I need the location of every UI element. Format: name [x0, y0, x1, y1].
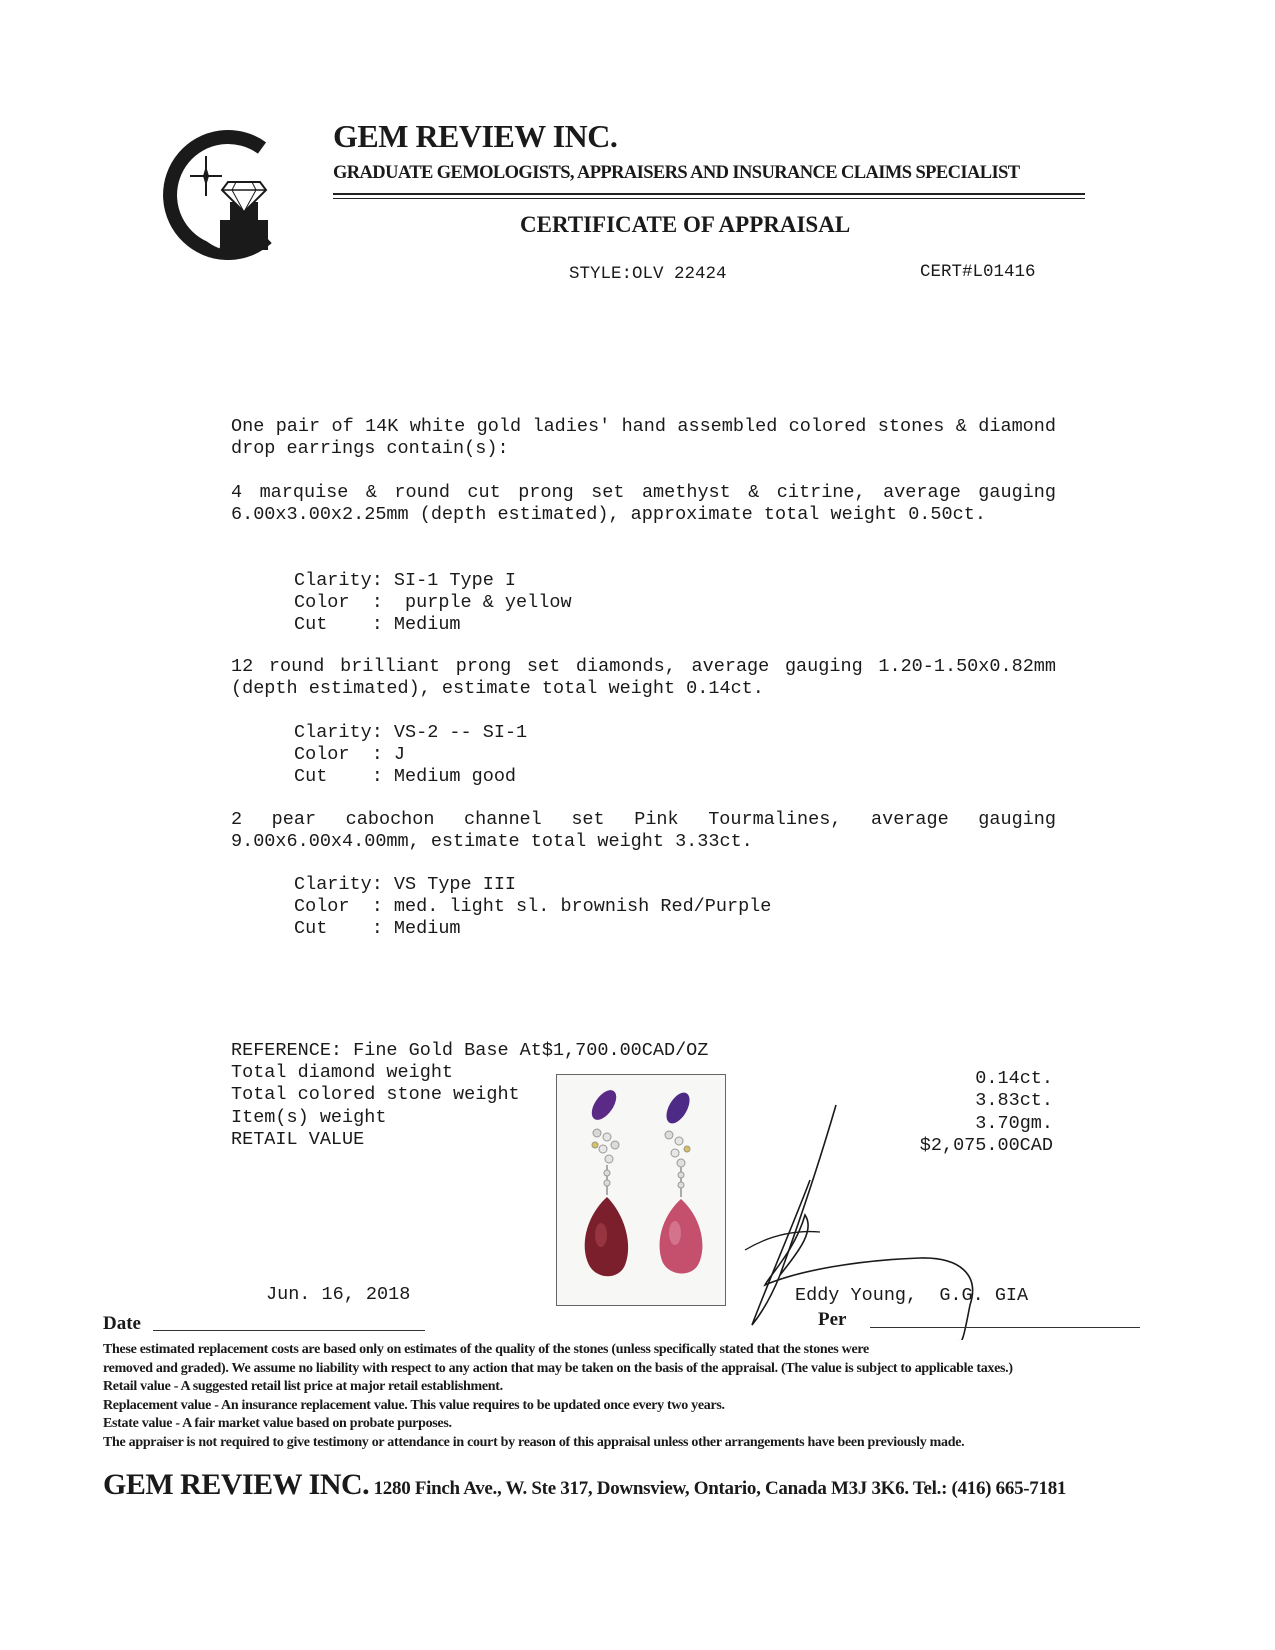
date-label: Date: [103, 1313, 141, 1334]
gold-reference: REFERENCE: Fine Gold Base At$1,700.00CAD/OZ: [231, 1040, 709, 1061]
stone-group-2-color: Color : J: [294, 744, 406, 765]
stone-group-2-clarity: Clarity: VS-2 -- SI-1: [294, 722, 528, 743]
appraiser-name: Eddy Young, G.G. GIA: [795, 1285, 1029, 1306]
stone-group-3-color: Color : med. light sl. brownish Red/Purple: [294, 896, 772, 917]
footer-address-block: [103, 1468, 1066, 1502]
certificate-title: CERTIFICATE OF APPRAISAL: [520, 212, 851, 237]
disclaimer-line: Retail value - A suggested retail list price at major retail establishment.: [103, 1379, 503, 1395]
disclaimer-line: Estate value - A fair market value based on probate purposes.: [103, 1416, 452, 1432]
per-line: [870, 1327, 1140, 1328]
header-rule-thin: [333, 198, 1085, 199]
stone-group-1-description: 4 marquise & round cut prong set amethyst & citrine, average gauging 6.00x3.00x2.25mm (depth estimated), approximate total weight 0.50ct.: [231, 482, 1056, 525]
disclaimer-notes: [103, 1341, 1183, 1453]
summary-label-retail-value: RETAIL VALUE: [231, 1128, 365, 1150]
summary-value-diamond-weight: 0.14ct.: [975, 1068, 1053, 1089]
date-line: [153, 1330, 425, 1331]
footer-company: GEM REVIEW INC.: [103, 1468, 370, 1501]
g-diamond-logo-icon: [162, 120, 282, 260]
company-name: GEM REVIEW INC.: [333, 118, 618, 154]
style-number: STYLE:OLV 22424: [569, 264, 727, 284]
stone-group-3-cut: Cut : Medium: [294, 918, 461, 939]
appraisal-date: Jun. 16, 2018: [266, 1284, 411, 1305]
disclaimer-line: These estimated replacement costs are based only on estimates of the quality of the stones (unless specifically stated that the stones were: [103, 1342, 869, 1357]
stone-group-3-description: 2 pear cabochon channel set Pink Tourmalines, average gauging 9.00x6.00x4.00mm, estimate total weight 3.33ct.: [231, 809, 1056, 852]
summary-label-item-weight: Item(s) weight: [231, 1106, 387, 1128]
summary-value-retail-value: $2,075.00CAD: [919, 1134, 1053, 1156]
header-rule: [333, 193, 1085, 195]
disclaimer-line: removed and graded). We assume no liability with respect to any action that may be taken on the basis of the appraisal. (The value is subject to applicable taxes.): [103, 1360, 1013, 1376]
per-label: Per: [818, 1309, 847, 1330]
certificate-number: CERT#L01416: [920, 262, 1036, 282]
summary-value-item-weight: 3.70gm.: [975, 1112, 1053, 1134]
summary-value-colored-stone-weight: 3.83ct.: [975, 1090, 1053, 1112]
summary-labels: [231, 1062, 520, 1151]
stone-group-3-clarity: Clarity: VS Type III: [294, 874, 517, 895]
stone-group-1-clarity: Clarity: SI-1 Type I: [294, 570, 517, 591]
disclaimer-line: The appraiser is not required to give testimony or attendance in court by reason of this appraisal unless other arrangements have been previously made.: [103, 1434, 965, 1450]
summary-label-diamond-weight: Total diamond weight: [231, 1062, 454, 1083]
summary-label-colored-stone-weight: Total colored stone weight: [231, 1084, 520, 1106]
item-description: One pair of 14K white gold ladies' hand assembled colored stones & diamond drop earrings contain(s):: [231, 416, 1056, 459]
stone-group-1-cut: Cut : Medium: [294, 614, 461, 635]
stone-group-2-cut: Cut : Medium good: [294, 766, 517, 787]
company-tagline: GRADUATE GEMOLOGISTS, APPRAISERS AND INSURANCE CLAIMS SPECIALIST: [333, 163, 1020, 183]
stone-group-2-description: 12 round brilliant prong set diamonds, average gauging 1.20-1.50x0.82mm (depth estimated), estimate total weight 0.14ct.: [231, 656, 1056, 699]
stone-group-1-color: Color : purple & yellow: [294, 592, 572, 613]
footer-address: 1280 Finch Ave., W. Ste 317, Downsview, Ontario, Canada M3J 3K6. Tel.: (416) 665-7181: [369, 1478, 1067, 1499]
disclaimer-line: Replacement value - An insurance replacement value. This value requires to be updated once every two years.: [103, 1397, 725, 1413]
earrings-photo: [556, 1074, 726, 1306]
